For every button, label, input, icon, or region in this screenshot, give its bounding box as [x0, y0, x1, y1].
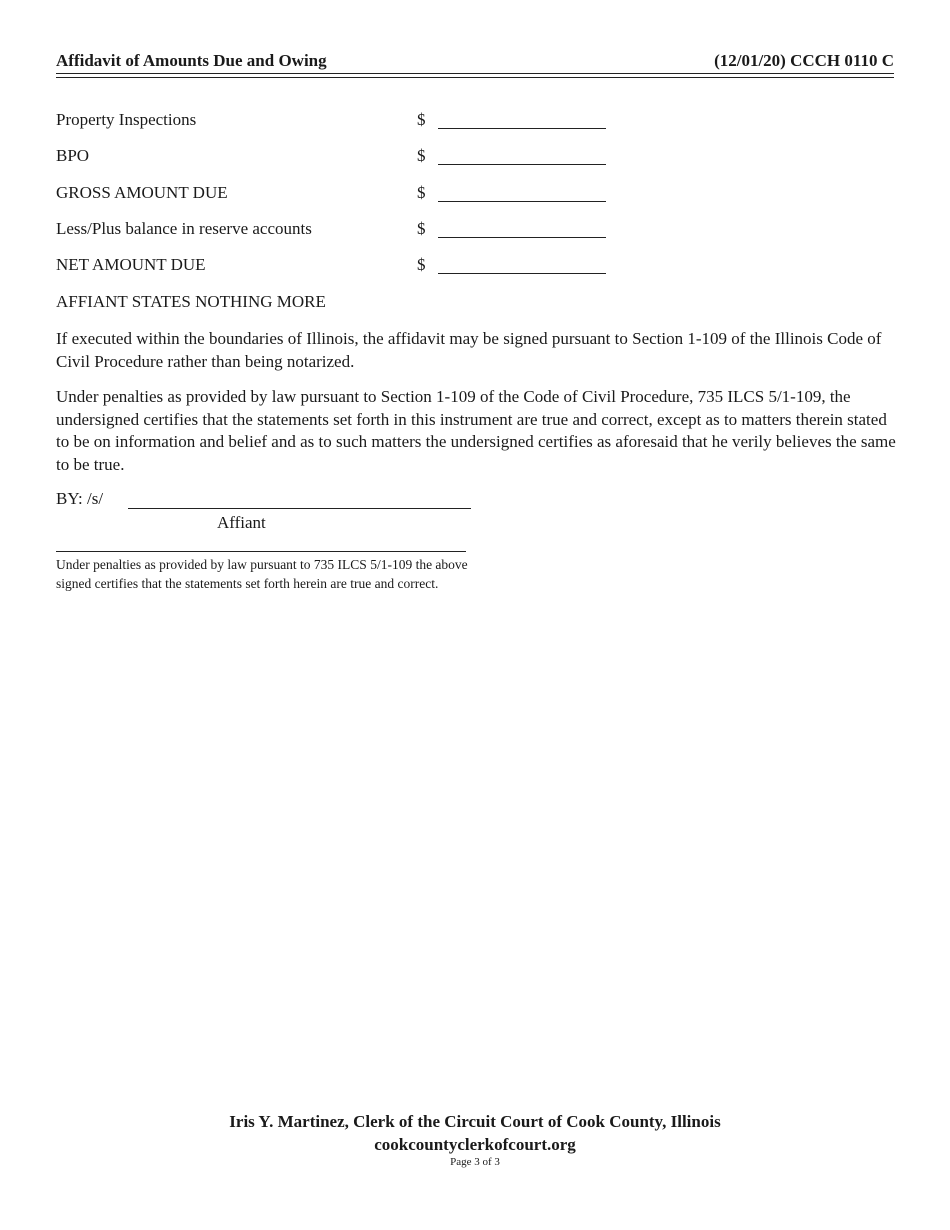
amount-blank-field[interactable] — [438, 201, 606, 202]
currency-symbol: $ — [417, 146, 426, 165]
currency-symbol: $ — [417, 219, 426, 238]
certification-paragraph: Under penalties as provided by law pursuant to Section 1-109 of the Code of Civil Procedure, 735 ILCS 5/1-109, the undersigned certifies that the statements set forth in this instrument are true and correct, except as to matters therein stated to be on information and belief and as to such matters the undersigned certifies as aforesaid that he verily believes the same to be true. — [56, 387, 896, 474]
amount-label: Property Inspections — [56, 110, 197, 129]
form-code: (12/01/20) CCCH 0110 C — [714, 51, 894, 70]
header-divider — [56, 73, 894, 74]
amount-row-bpo — [56, 146, 616, 170]
signature-line[interactable] — [128, 508, 471, 509]
footer-clerk: Iris Y. Martinez, Clerk of the Circuit Court of Cook County, Illinois — [229, 1112, 721, 1131]
page-number: Page 3 of 3 — [450, 1156, 500, 1168]
signature-by-label: BY: /s/ — [56, 489, 104, 508]
currency-symbol: $ — [417, 110, 426, 129]
amount-label: BPO — [56, 146, 90, 165]
header-divider-secondary — [56, 77, 894, 78]
signature-certification-note: Under penalties as provided by law pursuant to 735 ILCS 5/1-109 the above signed certifies that the statements set forth herein are true and correct. — [56, 557, 468, 591]
amount-blank-field[interactable] — [438, 273, 606, 274]
amount-label: NET AMOUNT DUE — [56, 255, 206, 274]
illinois-notice-paragraph: If executed within the boundaries of Illinois, the affidavit may be signed pursuant to Section 1-109 of the Illinois Code of Civil Procedure rather than being notarized. — [56, 329, 882, 371]
amount-row-net-amount-due — [56, 255, 616, 279]
currency-symbol: $ — [417, 183, 426, 202]
amount-row-property-inspections — [56, 110, 616, 134]
amount-blank-field[interactable] — [438, 128, 606, 129]
note-divider — [56, 551, 466, 552]
amount-blank-field[interactable] — [438, 164, 606, 165]
currency-symbol: $ — [417, 255, 426, 274]
amount-label: GROSS AMOUNT DUE — [56, 183, 228, 202]
amount-row-reserve-balance — [56, 219, 616, 243]
amount-row-gross-amount-due — [56, 183, 616, 207]
page-header — [56, 51, 894, 73]
document-title: Affidavit of Amounts Due and Owing — [56, 51, 327, 70]
affiant-statement: AFFIANT STATES NOTHING MORE — [56, 292, 326, 311]
amount-label: Less/Plus balance in reserve accounts — [56, 219, 312, 238]
footer-website: cookcountyclerkofcourt.org — [374, 1135, 576, 1154]
affiant-label: Affiant — [217, 513, 266, 532]
amount-blank-field[interactable] — [438, 237, 606, 238]
